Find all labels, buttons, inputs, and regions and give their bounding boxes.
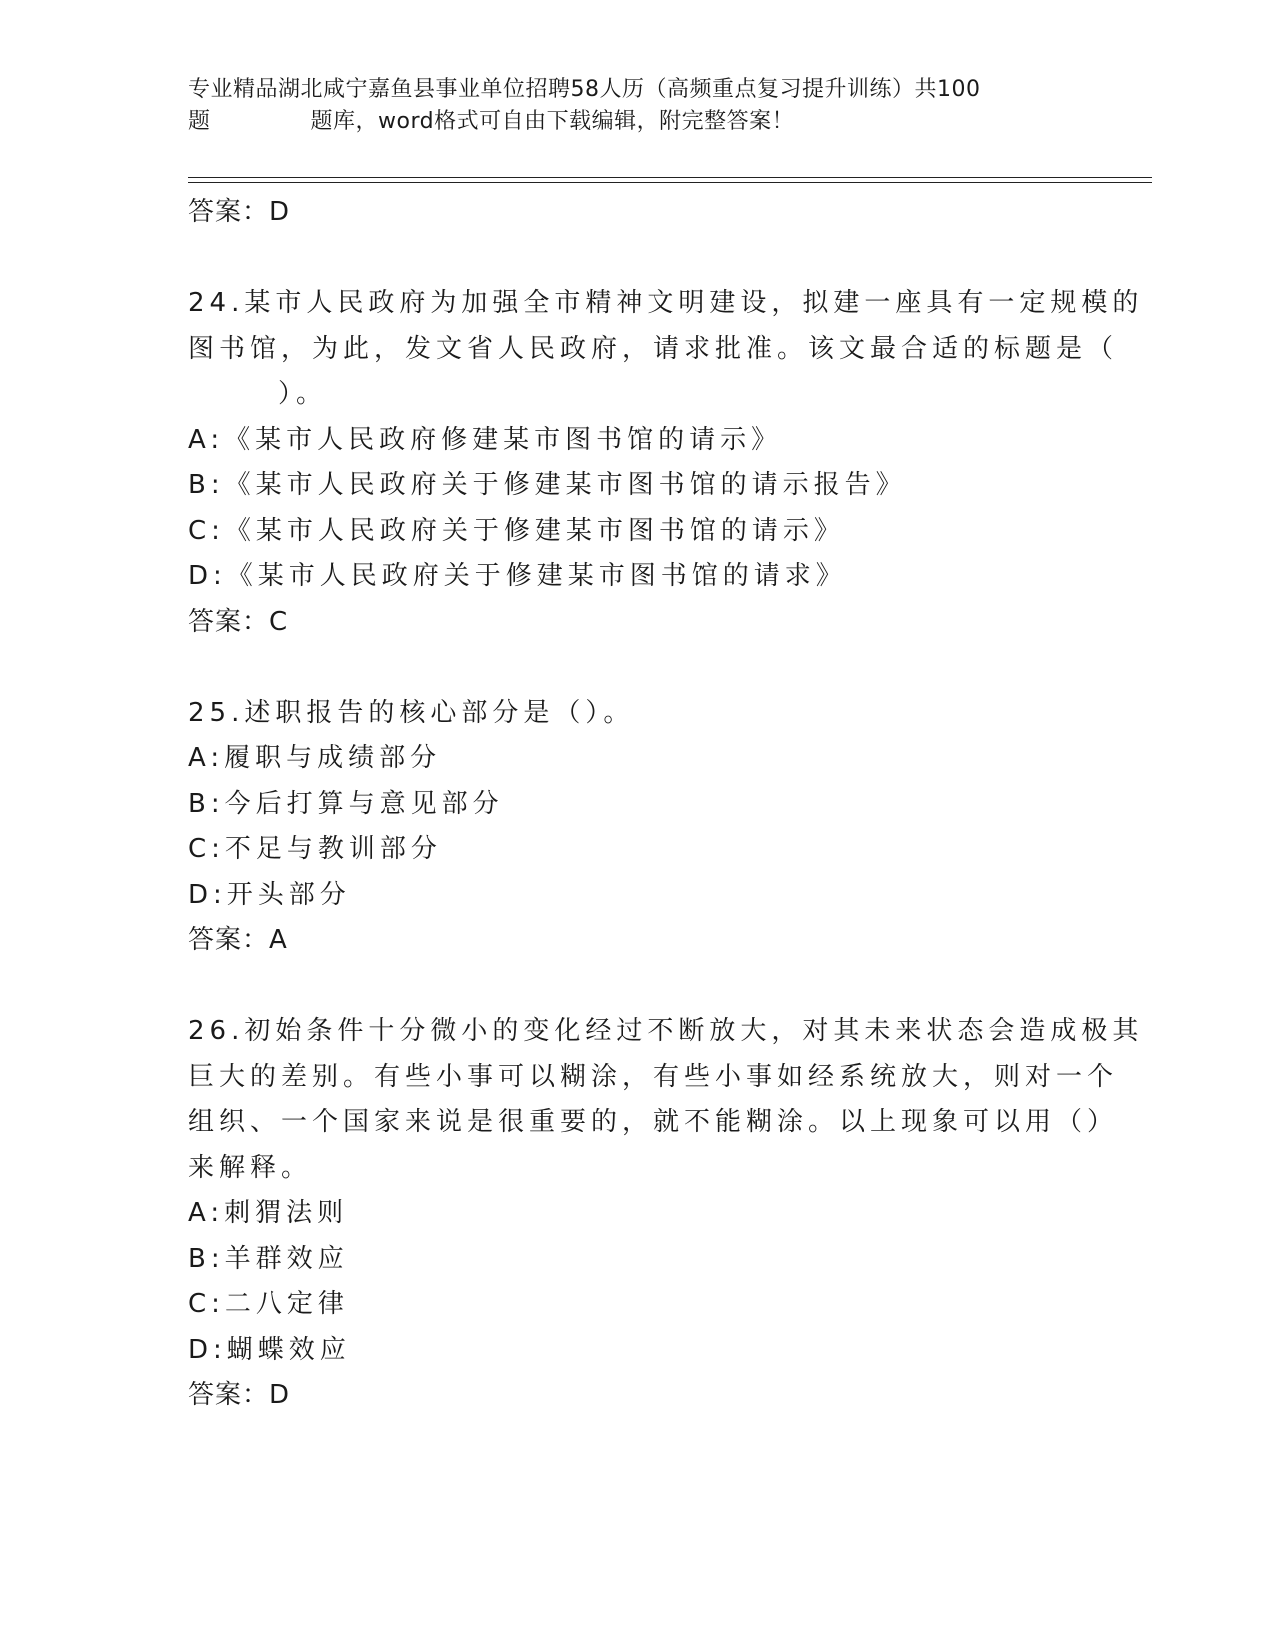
spacer xyxy=(188,236,1088,282)
option-a: A:《某市人民政府修建某市图书馆的请示》 xyxy=(188,424,783,455)
answer-line: 答案：A xyxy=(188,925,288,955)
option-d: D:蝴蝶效应 xyxy=(188,1334,351,1365)
question-stem-line: 组织、一个国家来说是很重要的，就不能糊涂。以上现象可以用（） xyxy=(188,1107,1119,1137)
question-content xyxy=(188,190,1144,1419)
question-stem-line: 26.初始条件十分微小的变化经过不断放大，对其未来状态会造成极其 xyxy=(188,1016,1144,1046)
header-title-line2 xyxy=(188,106,1088,138)
answer-line: 答案：C xyxy=(188,606,289,637)
option-d: D:开头部分 xyxy=(188,879,351,910)
question-25 xyxy=(188,691,1088,964)
header-title-line1: 专业精品湖北咸宁嘉鱼县事业单位招聘58人历（高频重点复习提升训练）共100 xyxy=(188,77,981,102)
header-title-line2-left: 题 xyxy=(188,109,211,134)
previous-answer: 答案：D xyxy=(188,197,291,227)
header-gap xyxy=(211,106,311,138)
answer-line: 答案：D xyxy=(188,1380,291,1410)
option-d: D:《某市人民政府关于修建某市图书馆的请求》 xyxy=(188,561,847,591)
option-a: A:刺猬法则 xyxy=(188,1198,349,1228)
question-stem-line: 24.某市人民政府为加强全市精神文明建设，拟建一座具有一定规模的 xyxy=(188,288,1144,318)
option-b: B:今后打算与意见部分 xyxy=(188,788,504,819)
question-stem-line: 25.述职报告的核心部分是（）。 xyxy=(188,697,635,728)
spacer xyxy=(188,964,1088,1010)
header-divider xyxy=(188,177,1152,183)
option-c: C:《某市人民政府关于修建某市图书馆的请示》 xyxy=(188,515,845,546)
option-b: B:《某市人民政府关于修建某市图书馆的请示报告》 xyxy=(188,470,907,500)
question-stem-line: ）。 xyxy=(278,379,328,409)
spacer xyxy=(188,645,1088,691)
question-stem-line: 图书馆，为此，发文省人民政府，请求批准。该文最合适的标题是（ xyxy=(188,333,1119,364)
option-a: A:履职与成绩部分 xyxy=(188,743,442,773)
question-stem-line: 来解释。 xyxy=(188,1152,313,1183)
option-c: C:不足与教训部分 xyxy=(188,834,442,864)
page-header xyxy=(188,74,1088,138)
question-stem-line: 巨大的差别。有些小事可以糊涂，有些小事如经系统放大，则对一个 xyxy=(188,1061,1119,1092)
question-26 xyxy=(188,1009,1144,1419)
question-24 xyxy=(188,281,1144,645)
option-b: B:羊群效应 xyxy=(188,1243,349,1274)
header-title-line2-right: 题库，word格式可自由下载编辑，附完整答案！ xyxy=(310,109,795,134)
option-c: C:二八定律 xyxy=(188,1289,349,1319)
